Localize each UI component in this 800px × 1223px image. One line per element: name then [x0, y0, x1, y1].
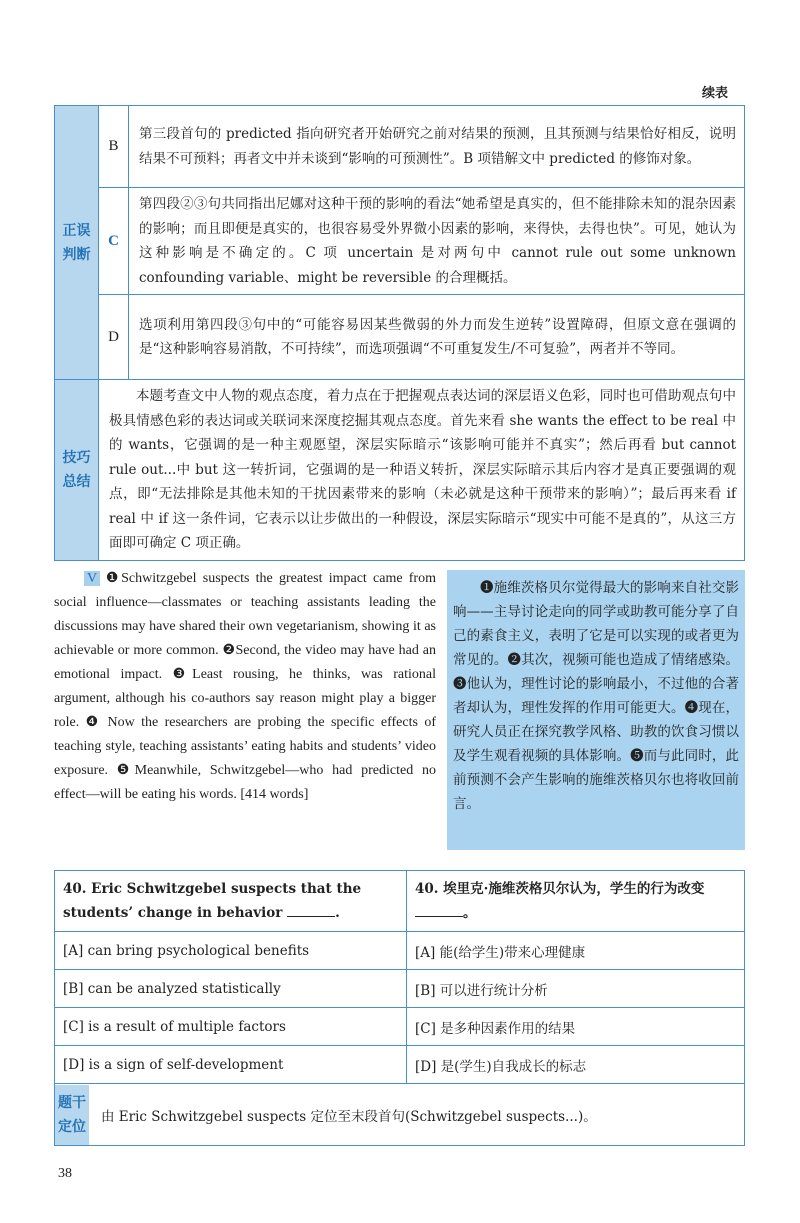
option-zh: [C] 是多种因素作用的结果 — [407, 1008, 745, 1046]
option-en: [B] can be analyzed statistically — [55, 970, 407, 1008]
option-row — [55, 1008, 745, 1046]
option-zh: [D] 是(学生)自我成长的标志 — [407, 1046, 745, 1084]
option-en: [C] is a result of multiple factors — [55, 1008, 407, 1046]
tips-row — [55, 380, 745, 561]
option-letter: B — [99, 106, 129, 188]
option-analysis: 选项利用第四段③句中的“可能容易因某些微弱的外力而发生逆转”设置障碍，但原文意在强调的是“这种影响容易消散，不可持续”，而选项强调“不可重复发生/不可复验”，两者并不等同。 — [129, 295, 745, 380]
tips-text: 本题考查文中人物的观点态度，着力点在于把握观点表达词的深层语义色彩，同时也可借助观点句中极具情感色彩的表达词或关联词来深度挖掘其观点态度。首先来看 she wants the effect to be real 中的 wants，它强调的是一种主观愿望，深层实际暗示“该影响可能并不真实”；然后再看 but cannot rule out...中 but 这一转折词，它强调的是一种语义转折，深层实际暗示其后内容才是真正要强调的观点，即“无法排除是其他未知的干扰因素带来的影响（未必就是这种干预带来的影响）”；最后再来看 if real 中 if 这一条件词，它表示以让步做出的一种假设，深层实际暗示“现实中可能不是真的”，从这三方面即可确定 C 项正确。 — [99, 380, 745, 561]
option-letter: D — [99, 295, 129, 380]
question-stem-zh: 40. 埃里克·施维茨格贝尔认为，学生的行为改变。 — [407, 871, 745, 932]
passage-text: ❶Schwitzgebel suspects the greatest impact came from social influence—classmates or teaching assistants leading the discussions may have shared their own vegetarianism, showing it as achievable or more common. ❷Second, the video may have had an emotional impact. ❸Least rousing, he thinks, was rational argument, although his co-authors say reason might play a bigger role. ❹ Now the researchers are probing the specific effects of teaching style, teaching assistants’ eating habits and students’ video exposure. ❺Meanwhile, Schwitzgebel—who had predicted no effect—will be eating his words. [414 words] — [54, 571, 436, 802]
option-row — [55, 970, 745, 1008]
continued-label: 续表 — [701, 86, 728, 101]
question-stem-en: 40. Eric Schwitzgebel suspects that the students’ change in behavior . — [55, 871, 407, 932]
option-letter: C — [99, 188, 129, 295]
section-label-judgement: 正误判断 — [55, 106, 99, 380]
option-row-c — [55, 188, 745, 295]
page-number: 38 — [58, 1166, 72, 1181]
question-stem-row — [55, 871, 745, 932]
question-table — [54, 870, 745, 1146]
passage-paragraph — [54, 567, 436, 807]
option-row — [55, 1046, 745, 1084]
translation-text: ❶施维茨格贝尔觉得最大的影响来自社交影响——主导讨论走向的同学或助教可能分享了自己的素食主义，表明了它是可以实现的或者更为常见的。❷其次，视频可能也造成了情绪感染。❸他认为，理性讨论的影响最小，不过他的合著者却认为，理性发挥的作用可能更大。❹现在，研究人员正在探究教学风格、助教的饮食习惯以及学生观看视频的具体影响。❺而与此同时，此前预测不会产生影响的施维茨格贝尔也将收回前言。 — [453, 580, 739, 812]
option-row — [55, 932, 745, 970]
option-en: [D] is a sign of self-development — [55, 1046, 407, 1084]
locate-row — [55, 1084, 745, 1146]
section-label-tips: 技巧总结 — [55, 380, 99, 561]
translation-box — [447, 570, 745, 850]
option-analysis: 第三段首句的 predicted 指向研究者开始研究之前对结果的预测，且其预测与结果恰好相反，说明结果不可预料；再者文中并未谈到“影响的可预测性”。B 项错解文中 predicted 的修饰对象。 — [129, 106, 745, 188]
option-analysis: 第四段②③句共同指出尼娜对这种干预的影响的看法“她希望是真实的，但不能排除未知的混杂因素的影响；而且即便是真实的，也很容易受外界微小因素的影响，来得快，去得也快”。可见，她认为这种影响是不确定的。C 项 uncertain 是对两句中 cannot rule out some unknown confounding variable、might be reversible 的合理概括。 — [129, 188, 745, 295]
option-en: [A] can bring psychological benefits — [55, 932, 407, 970]
analysis-table — [54, 105, 745, 561]
option-row-b — [55, 106, 745, 188]
paragraph-marker: V — [84, 571, 100, 586]
option-row-d — [55, 295, 745, 380]
option-zh: [B] 可以进行统计分析 — [407, 970, 745, 1008]
locate-text: 由 Eric Schwitzgebel suspects 定位至末段首句(Schwitzgebel suspects...)。 — [101, 1108, 597, 1125]
locate-label: 题干定位 — [55, 1085, 89, 1145]
option-zh: [A] 能(给学生)带来心理健康 — [407, 932, 745, 970]
